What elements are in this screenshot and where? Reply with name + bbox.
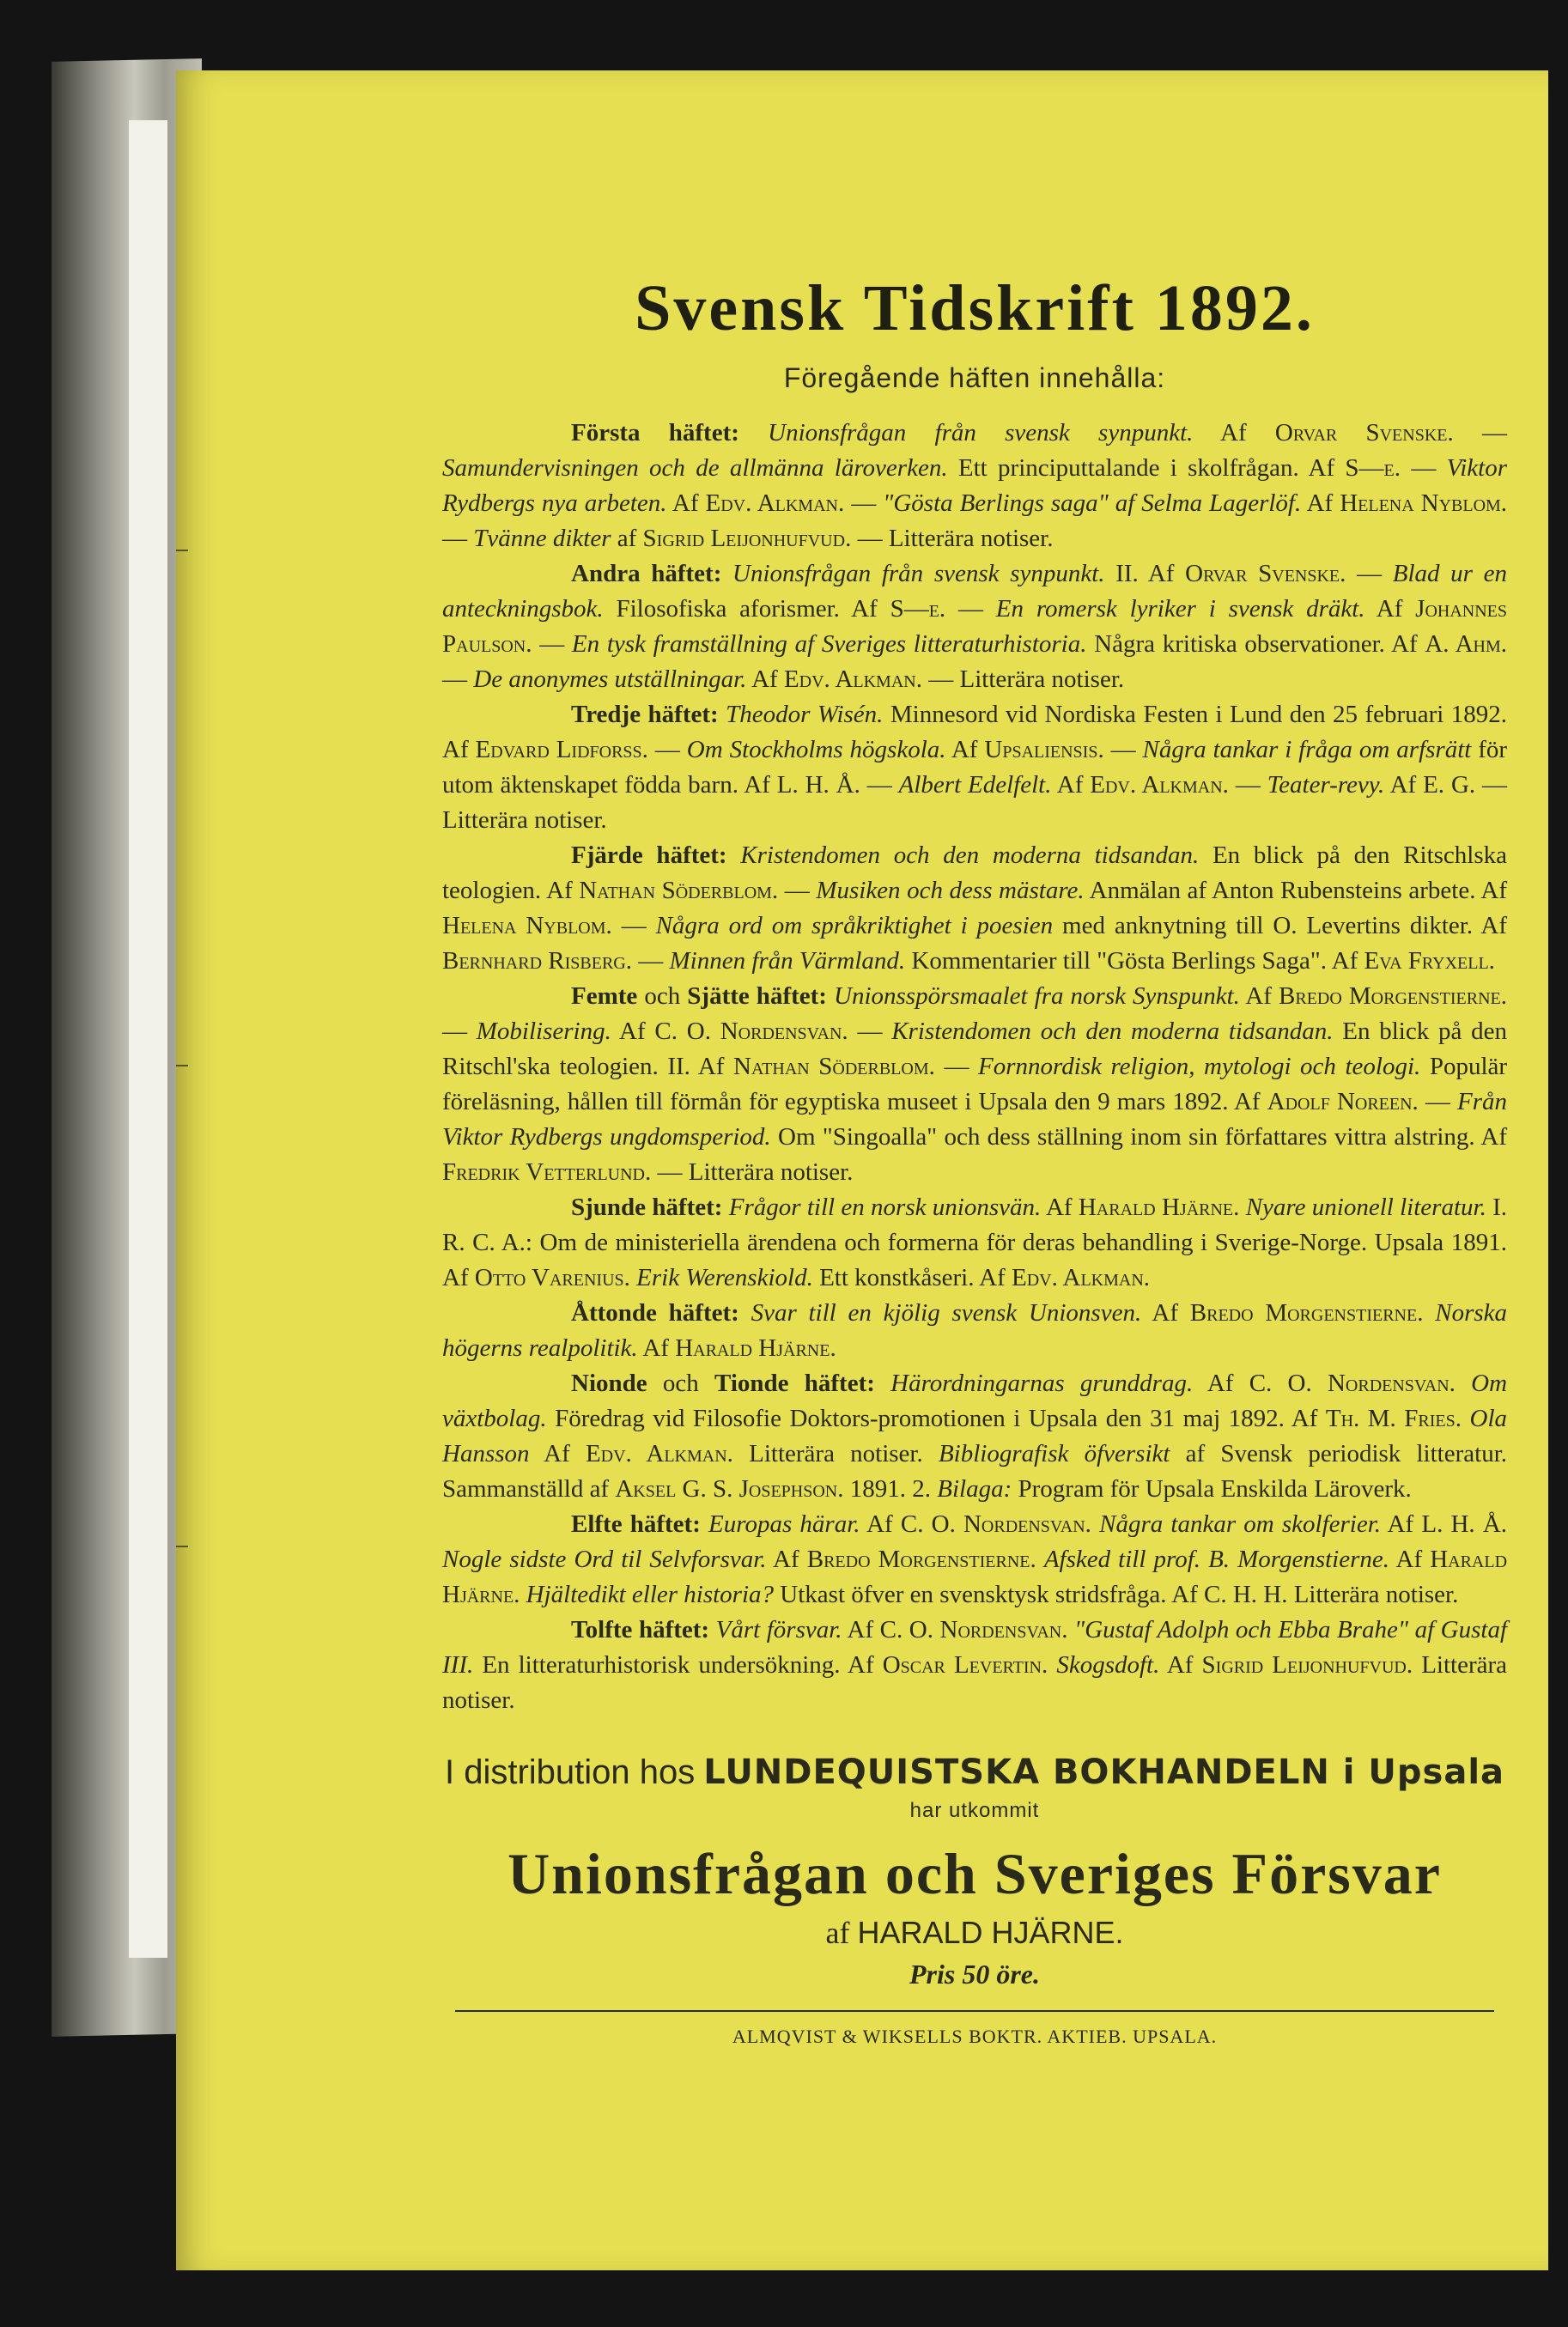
entry-text: Af E. G. — Litterära notiser. bbox=[442, 771, 1508, 834]
entry-text: Af bbox=[1395, 1546, 1423, 1573]
article-author: Bernhard Risberg. bbox=[442, 947, 632, 975]
entry-text: — Litterära notiser. bbox=[928, 665, 1125, 693]
article-title: Europas härar. bbox=[708, 1510, 860, 1538]
article-author: Sigrid Leijonhufvud. bbox=[1201, 1651, 1413, 1679]
entry-text: En blick på den Ritschlska teologien. Af bbox=[442, 841, 1508, 904]
issue-label: Elfte häftet: bbox=[571, 1510, 701, 1538]
article-title: Ola Hansson bbox=[442, 1405, 1508, 1467]
article-author: Harald Hjärne. bbox=[675, 1334, 836, 1362]
entry-text: — bbox=[1411, 454, 1437, 482]
entry-text: — bbox=[1235, 771, 1261, 799]
issue-label: Femte bbox=[571, 982, 638, 1010]
article-author: Bredo Morgenstierne. bbox=[1189, 1299, 1424, 1327]
entry-text: Af bbox=[751, 665, 778, 693]
entry-text: Af bbox=[642, 1334, 669, 1362]
article-author: Edv. Alkman. bbox=[705, 489, 845, 517]
issue-label-join: och bbox=[644, 982, 681, 1010]
entry-text: Litterära notiser. bbox=[749, 1440, 923, 1467]
article-title: Svar till en kjölig svensk Unionsven. bbox=[751, 1299, 1142, 1327]
book-page-edge-white bbox=[129, 120, 167, 1958]
entry-text: Program för Upsala Enskilda Läroverk. bbox=[1018, 1475, 1412, 1503]
issue-label: Nionde bbox=[571, 1370, 647, 1397]
ad-author: HARALD HJÄRNE. bbox=[857, 1915, 1124, 1950]
entry-text: Filosofiska aforismer. Af bbox=[616, 595, 878, 623]
article-title: Frågor till en norsk unionsvän. bbox=[728, 1194, 1042, 1221]
article-title: Vårt försvar. bbox=[715, 1616, 842, 1643]
entry-text: Af bbox=[672, 489, 699, 517]
entry-text: — Litterära notiser. bbox=[857, 525, 1054, 552]
entry-text: — bbox=[784, 877, 810, 904]
issue-label: Sjätte häftet: bbox=[687, 982, 827, 1010]
article-author: Edv. Alkman. bbox=[1090, 771, 1229, 799]
entry-text: Minnesord vid Nordiska Festen i Lund den 25 februari 1892. Af bbox=[442, 701, 1507, 763]
entry-text: Ett konstkåseri. Af bbox=[819, 1264, 1006, 1291]
article-author: Fredrik Vetterlund. bbox=[442, 1158, 652, 1186]
article-author: A. Ahm. bbox=[1425, 630, 1508, 658]
article-author: Helena Nyblom. bbox=[442, 912, 612, 939]
article-title: Nogle sidste Ord til Selvforsvar. bbox=[442, 1546, 767, 1573]
entry-text: — bbox=[539, 630, 565, 658]
entry-text: — bbox=[442, 665, 467, 693]
entry-text: Af bbox=[1376, 595, 1403, 623]
article-author: Bredo Morgenstierne. bbox=[1279, 982, 1508, 1010]
issue-label: Fjärde häftet: bbox=[571, 841, 727, 869]
entry-text: Af bbox=[1166, 1651, 1194, 1679]
entry-text: Af bbox=[1306, 489, 1334, 517]
article-author: Nathan Söderblom. bbox=[733, 1053, 935, 1080]
article-title: Afsked till prof. B. Morgenstierne. bbox=[1043, 1546, 1390, 1573]
entry-text: — bbox=[857, 1018, 883, 1045]
ad-bookshop: LUNDEQUISTSKA BOKHANDELN i Upsala bbox=[703, 1753, 1505, 1792]
article-author: Bredo Morgenstierne. bbox=[806, 1546, 1036, 1573]
divider-rule bbox=[455, 2010, 1494, 2012]
issue-entry bbox=[442, 1366, 1507, 1507]
article-title: Om växtbolag. bbox=[442, 1370, 1508, 1432]
ad-price: Pris 50 öre. bbox=[909, 1959, 1040, 1990]
ad-distribution-prefix: I distribution hos bbox=[444, 1753, 696, 1791]
article-author: Upsaliensis. bbox=[984, 736, 1104, 763]
issue-entry bbox=[442, 1613, 1507, 1718]
entry-text: II. Af bbox=[1115, 560, 1175, 587]
issue-entry bbox=[442, 556, 1507, 697]
entry-text: I. R. C. A.: Om de ministeriella ärendena och formerna för deras behandling i Sverige-Norge. Upsala 1891. Af bbox=[442, 1194, 1508, 1291]
entry-text: af bbox=[617, 525, 637, 552]
article-author: C. O. Nordensvan. bbox=[1249, 1370, 1456, 1397]
article-title: Nyare unionell literatur. bbox=[1245, 1194, 1486, 1221]
entry-text: med anknytning till O. Levertins dikter. Af bbox=[1062, 912, 1507, 939]
article-author: C. O. Nordensvan. bbox=[879, 1616, 1068, 1643]
article-author: Orvar Svenske. bbox=[1274, 419, 1454, 447]
article-author: Aksel G. S. Josephson. bbox=[615, 1475, 844, 1503]
entry-text: Af bbox=[1045, 1194, 1073, 1221]
article-title: Kristendomen och den moderna tidsandan. bbox=[891, 1018, 1334, 1045]
entry-text: Af bbox=[951, 736, 978, 763]
article-author: C. O. Nordensvan. bbox=[654, 1018, 848, 1045]
entry-text: Af bbox=[544, 1440, 570, 1467]
issue-label: Tionde häftet: bbox=[714, 1370, 875, 1397]
entry-text: Om "Singoalla" och dess ställning inom sin författares vittra alstring. Af bbox=[778, 1123, 1507, 1151]
article-title: Unionsspörsmaalet fra norsk Synspunkt. bbox=[834, 982, 1240, 1010]
article-title: Skogsdoft. bbox=[1056, 1651, 1160, 1679]
article-title: Bilaga: bbox=[937, 1475, 1012, 1503]
issue-label: Tredje häftet: bbox=[571, 701, 719, 728]
article-title: Samundervisningen och de allmänna läroverken. bbox=[442, 454, 948, 482]
article-title: Kristendomen och den moderna tidsandan. bbox=[740, 841, 1200, 869]
entry-text: Af bbox=[773, 1546, 799, 1573]
article-title: Musiken och dess mästare. bbox=[816, 877, 1085, 904]
entry-text: Af bbox=[1245, 982, 1272, 1010]
issue-label-join: och bbox=[662, 1370, 699, 1397]
entry-text: — bbox=[1425, 1088, 1450, 1115]
article-author: C. O. Nordensvan. bbox=[900, 1510, 1091, 1538]
ad-author-prefix: af bbox=[825, 1916, 850, 1950]
entry-text: af Svensk periodisk litteratur. Sammanställd af bbox=[442, 1440, 1507, 1503]
article-title: Några ord om språkriktighet i poesien bbox=[655, 912, 1054, 939]
entry-text: Af bbox=[1152, 1299, 1178, 1327]
issues-list bbox=[442, 416, 1507, 1718]
issue-label: Sjunde häftet: bbox=[571, 1194, 723, 1221]
article-title: Minnen från Värmland. bbox=[669, 947, 906, 975]
masthead-title: Svensk Tidskrift 1892. bbox=[635, 272, 1315, 344]
article-title: Theodor Wisén. bbox=[726, 701, 884, 728]
article-title: Erik Werenskiold. bbox=[636, 1264, 813, 1291]
entry-text: Af bbox=[1206, 1370, 1234, 1397]
issue-entry bbox=[442, 979, 1507, 1190]
issue-entry bbox=[442, 1507, 1507, 1613]
article-title: Hjältedikt eller historia? bbox=[526, 1581, 775, 1608]
ad-har-utkommit: har utkommit bbox=[909, 1799, 1040, 1822]
article-title: Teater-revy. bbox=[1267, 771, 1385, 799]
article-author: Harald Hjärne. bbox=[1078, 1194, 1240, 1221]
article-author: Sigrid Leijonhufvud. bbox=[642, 525, 852, 552]
article-title: En romersk lyriker i svensk dräkt. bbox=[995, 595, 1365, 623]
entry-text: Af L. H. Å. bbox=[1387, 1510, 1508, 1538]
article-author: Johannes Paulson. bbox=[442, 595, 1508, 658]
entry-text: Af bbox=[1056, 771, 1084, 799]
entry-text: för utom äktenskapet födda barn. Af L. H. Å. — bbox=[442, 736, 1508, 799]
entry-text: Af bbox=[619, 1018, 646, 1045]
article-title: De anonymes utställningar. bbox=[473, 665, 747, 693]
entry-text: — bbox=[621, 912, 647, 939]
issue-label: Första häftet: bbox=[571, 419, 739, 447]
article-author: Edv. Alkman. bbox=[783, 665, 922, 693]
article-author: Edvard Lidforss. bbox=[475, 736, 648, 763]
article-title: "Gösta Berlings saga" af Selma Lagerlöf. bbox=[883, 489, 1302, 517]
entry-text: En litteraturhistorisk undersökning. Af bbox=[482, 1651, 874, 1679]
article-title: Om Stockholms högskola. bbox=[686, 736, 946, 763]
entry-text: En blick på den Ritschl'ska teologien. II. Af bbox=[442, 1018, 1508, 1080]
issue-entry bbox=[442, 1190, 1507, 1296]
issue-entry bbox=[442, 838, 1507, 979]
entry-text: — bbox=[442, 525, 467, 552]
entry-text: Af bbox=[847, 1616, 874, 1643]
ad-book-title: Unionsfrågan och Sveriges Försvar bbox=[507, 1841, 1442, 1906]
ad-author-line bbox=[442, 1912, 1507, 1953]
entry-text: Litterära notiser. bbox=[442, 1651, 1508, 1714]
issue-entry bbox=[442, 1296, 1507, 1366]
issue-entry bbox=[442, 697, 1507, 838]
entry-text: — bbox=[442, 1018, 467, 1045]
entry-text: Några kritiska observationer. Af bbox=[1094, 630, 1418, 658]
entry-text: — Litterära notiser. bbox=[657, 1158, 854, 1186]
article-author: Edv. Alkman. bbox=[585, 1440, 733, 1467]
entry-text: — bbox=[1482, 419, 1507, 447]
article-title: Några tankar om skolferier. bbox=[1099, 1510, 1382, 1538]
entry-text: Populär föreläsning, hållen till förmån för egyptiska museet i Upsala den 9 mars 1892. Af bbox=[442, 1053, 1508, 1115]
contents-subtitle: Föregående häften innehålla: bbox=[783, 362, 1166, 393]
article-title: Bibliografisk öfversikt bbox=[938, 1440, 1170, 1467]
issue-label: Tolfte häftet: bbox=[571, 1616, 710, 1643]
article-title: Albert Edelfelt. bbox=[898, 771, 1052, 799]
article-author: Edv. Alkman. bbox=[1012, 1264, 1151, 1291]
advertisement bbox=[442, 1749, 1507, 2050]
article-title: Blad ur en anteckningsbok. bbox=[442, 560, 1507, 623]
article-author: Otto Varenius. bbox=[474, 1264, 630, 1291]
article-author: Orvar Svenske. bbox=[1185, 560, 1346, 587]
entry-text: Af bbox=[1220, 419, 1247, 447]
entry-text: — bbox=[1110, 736, 1136, 763]
margin-mark bbox=[176, 550, 188, 551]
article-title: Några tankar i fråga om arfsrätt bbox=[1142, 736, 1472, 763]
article-title: Härordningarnas grunddrag. bbox=[890, 1370, 1194, 1397]
article-author: S—e. bbox=[890, 595, 946, 623]
article-title: Från Viktor Rydbergs ungdomsperiod. bbox=[442, 1088, 1508, 1151]
margin-mark bbox=[176, 1546, 188, 1547]
article-title: Mobilisering. bbox=[476, 1018, 611, 1045]
article-title: Tvänne dikter bbox=[473, 525, 611, 552]
entry-text: Föredrag vid Filosofie Doktors-promotionen i Upsala den 31 maj 1892. Af bbox=[555, 1405, 1318, 1432]
article-title: En tysk framställning af Sveriges litteraturhistoria. bbox=[571, 630, 1087, 658]
entry-text: — bbox=[957, 595, 983, 623]
issue-entry bbox=[442, 416, 1507, 556]
margin-mark bbox=[176, 1065, 188, 1066]
page-content bbox=[442, 271, 1507, 2050]
entry-text: — bbox=[654, 736, 680, 763]
entry-text: Ett principuttalande i skolfrågan. Af bbox=[957, 454, 1335, 482]
article-title: "Gustaf Adolph och Ebba Brahe" af Gustaf III. bbox=[442, 1616, 1508, 1679]
entry-text: 1891. 2. bbox=[849, 1475, 932, 1503]
article-author: Eva Fryxell. bbox=[1364, 947, 1495, 975]
article-title: Viktor Rydbergs nya arbeten. bbox=[442, 454, 1507, 517]
article-title: Norska högerns realpolitik. bbox=[442, 1299, 1508, 1362]
entry-text: Anmälan af Anton Rubensteins arbete. Af bbox=[1089, 877, 1508, 904]
article-title: Fornnordisk religion, mytologi och teologi. bbox=[978, 1053, 1421, 1080]
article-author: Harald Hjärne. bbox=[442, 1546, 1508, 1608]
entry-text: — bbox=[1357, 560, 1383, 587]
article-title: Unionsfrågan från svensk synpunkt. bbox=[732, 560, 1105, 587]
entry-text: — bbox=[638, 947, 664, 975]
printer-imprint: ALMQVIST & WIKSELLS BOKTR. AKTIEB. UPSALA. bbox=[732, 2026, 1218, 2047]
article-author: Th. M. Fries. bbox=[1325, 1405, 1462, 1432]
entry-text: Af bbox=[866, 1510, 893, 1538]
entry-text: Utkast öfver en svensktysk stridsfråga. Af C. H. H. Litterära notiser. bbox=[780, 1581, 1459, 1608]
issue-label: Åttonde häftet: bbox=[571, 1299, 739, 1327]
ad-distribution-line bbox=[442, 1749, 1507, 1795]
article-author: Nathan Söderblom. bbox=[579, 877, 779, 904]
article-author: S—e. bbox=[1345, 454, 1401, 482]
article-title: Unionsfrågan från svensk synpunkt. bbox=[768, 419, 1194, 447]
article-author: Oscar Levertin. bbox=[882, 1651, 1048, 1679]
article-author: Adolf Noreen. bbox=[1267, 1088, 1419, 1115]
entry-text: Kommentarier till "Gösta Berlings Saga". Af bbox=[911, 947, 1358, 975]
entry-text: — bbox=[851, 489, 877, 517]
entry-text: — bbox=[944, 1053, 969, 1080]
article-author: Helena Nyblom. bbox=[1340, 489, 1508, 517]
issue-label: Andra häftet: bbox=[571, 560, 722, 587]
